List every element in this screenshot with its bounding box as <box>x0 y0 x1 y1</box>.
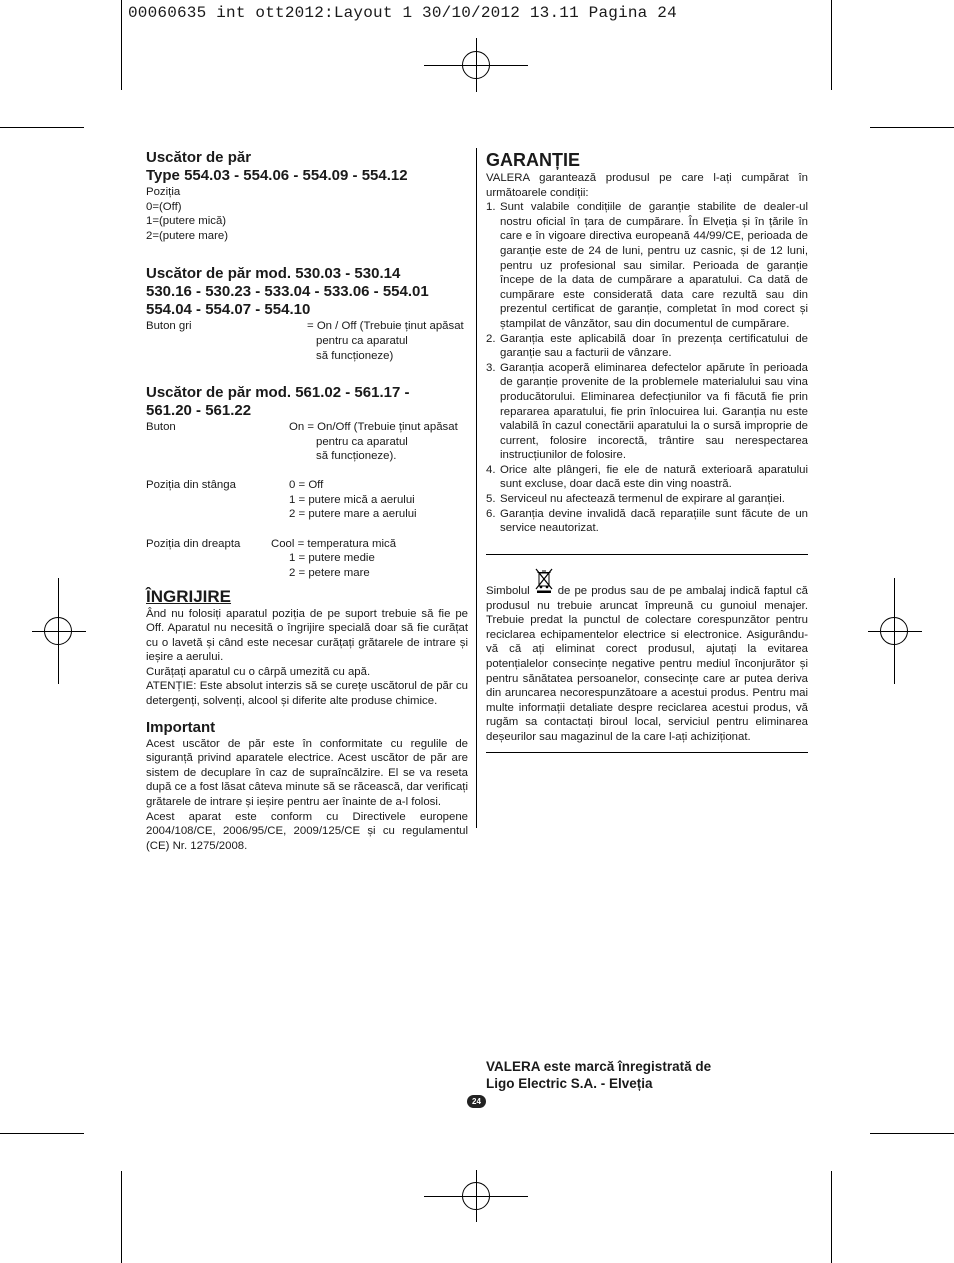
section-title: Uscător de păr mod. 530.03 - 530.14 <box>146 265 401 283</box>
paragraph: Acest aparat este conform cu Directivele europene 2004/108/CE, 2006/95/CE, 2009/125/CE și cu regulamentul (CE) Nr. 1275/2008. <box>146 810 468 852</box>
section-title: 530.16 - 530.23 - 533.04 - 533.06 - 554.01 <box>146 283 429 301</box>
crop-mark <box>121 0 122 90</box>
list-item: 4. Orice alte plângeri, fie ele de natură exterioară aparatului sunt excluse, doar dacă este din ving noastră. <box>486 463 808 491</box>
page-number-badge: 24 <box>467 1095 486 1108</box>
section-mod-561 <box>146 384 468 580</box>
trademark-footer: VALERA este marcă înregistrată de Ligo Electric S.A. - Elveția <box>486 1059 712 1091</box>
section-title: Type 554.03 - 554.06 - 554.09 - 554.12 <box>146 167 408 184</box>
crop-mark <box>870 127 954 128</box>
text-line: Poziția <box>146 186 181 198</box>
section-ingrijire <box>146 587 468 709</box>
text-line: 1=(putere mică) <box>146 215 227 228</box>
registration-circle <box>462 51 490 79</box>
text-line: 0=(Off) <box>146 200 182 213</box>
section-heading: Important <box>146 718 216 736</box>
paragraph: Curățați aparatul cu o cârpă umezită cu apă. <box>146 665 371 678</box>
text-line: 2=(putere mare) <box>146 229 228 242</box>
crossed-bin-icon <box>534 567 554 593</box>
section-title: Uscător de păr <box>146 149 252 166</box>
section-heading: GARANȚIE <box>486 150 580 170</box>
crop-mark <box>831 0 832 90</box>
list-item: 6. Garanția devine invalidă dacă reparațiile sunt făcute de un service neautorizat. <box>486 507 808 535</box>
paragraph: Acest uscător de păr este în conformitate cu regulile de siguranță privind aparatele electrice. Acest uscător de păr are sistem de decuplare în caz de supraîncălzire. El se va reseta după ce a fost lăsat câteva minute să se răcească, dar verificați grătarele de intrare și ieșire pentru aer înainte de a-l folosi. <box>146 737 468 809</box>
section-type-554 <box>146 149 468 243</box>
spec-value: 1 = putere medie <box>289 552 375 565</box>
column-divider <box>476 148 477 828</box>
section-title: Uscător de păr mod. 561.02 - 561.17 - <box>146 384 410 402</box>
registration-circle <box>462 1182 490 1210</box>
divider-line <box>486 554 808 555</box>
spec-label: Buton <box>146 421 176 434</box>
spec-value: 1 = putere mică a aerului <box>289 493 415 506</box>
right-column <box>486 149 808 536</box>
spec-value: 2 = petere mare <box>289 566 370 579</box>
spec-label: Poziția din stânga <box>146 478 236 491</box>
list-item: 2. Garanția este aplicabilă doar în prezența certificatului de garanție sau a facturii de vânzare. <box>486 332 808 360</box>
registration-circle <box>44 617 72 645</box>
spec-value: să funcționeze). <box>316 450 397 463</box>
paragraph: VALERA garantează produsul pe care l-ați cumpărat în următoarele condiții: <box>486 172 808 199</box>
crop-mark <box>0 127 84 128</box>
spec-label: Poziția din dreapta <box>146 537 241 550</box>
spec-value: On = On/Off (Trebuie ținut apăsat <box>289 421 458 434</box>
spec-label: Buton gri <box>146 320 192 333</box>
spec-value: 2 = putere mare a aerului <box>289 508 417 521</box>
crop-mark <box>121 1171 122 1263</box>
section-title: 561.20 - 561.22 <box>146 402 252 420</box>
weee-notice: Simbolul de pe produs sau de pe ambalaj indică faptul că produsul nu trebuie aruncat împreună cu gunoiul menajer. Trebuie predat la punctul de colectare corespunzător pentru reciclarea echipamentelor electrice si electronice. Asigurându-vă că ați eliminat corect produsul, ajutați la evitarea potențialelor consecințe negative pentru mediul înconjurător și pentru sănătatea persoanelor, consecințe care ar putea deriva din aruncarea necorespunzătoare a acestui produs. Pentru mai multe informații detaliate despre reciclarea acestui produs, vă rugăm sa contactați biroul local, serviciul pentru eliminarea deșeurilor sau magazinul de la care l-ați achiziționat. <box>486 584 808 745</box>
paragraph: Ând nu folosiți aparatul poziția de pe suport trebuie să fie pe Off. Aparatul nu necesită o îngrijire specială doar să fie curățat cu o lavetă și când este necesar curățați grătarele de intrare și ieșire a aerului. <box>146 607 468 664</box>
spec-value: = On / Off (Trebuie ținut apăsat <box>307 320 464 333</box>
list-item: 3. Garanția acoperă eliminarea defectelor apărute în perioada de garanție provenite de la problemele materialului sau vina producătorului. Eliminarea defecțiunilor va fi făcută fie prin repararea aparatului, fie prin înlocuirea lui. Garanția nu este valabilă în cazul conectării aparatului la o sursă improprie de current, folosire incorectă, trântire sau nerespectarea instrucțiunilor de folosire. <box>486 361 808 462</box>
registration-circle <box>880 617 908 645</box>
print-slug: 00060635 int ott2012:Layout 1 30/10/2012 13.11 Pagina 24 <box>128 4 677 22</box>
section-important <box>146 719 468 854</box>
warranty-list <box>486 200 808 536</box>
list-item: 5. Serviceul nu afectează termenul de expirare al garanției. <box>486 493 785 506</box>
section-title: 554.04 - 554.07 - 554.10 <box>146 301 311 319</box>
section-heading: ÎNGRIJIRE <box>146 586 232 606</box>
spec-value: Cool = temperatura mică <box>271 537 397 550</box>
spec-value: pentru ca aparatul <box>316 334 408 347</box>
left-column <box>146 149 468 853</box>
divider-line <box>486 752 808 753</box>
section-mod-530 <box>146 265 468 363</box>
spec-value: 0 = Off <box>289 478 324 491</box>
list-item: 1. Sunt valabile condițiile de garanție stabilite de dealer-ul nostru oficial în țara de cumpărare. În Elveția și în țările în care e în vigoare directiva europeană 44/99/CE, perioada de garanție este de 24 de luni, pentru uz casnic, și de 12 luni, pentru uz profesional sau similar. Perioada de garanție începe de la data de cumpărare a aparatului. Ca dată de cumpărare este considerată data care rezultă sau din prezentul certificat de garanție, completat în mod corect și ștampilat de vânzător, sau din documentul de cumpărare. <box>486 201 808 330</box>
crop-mark <box>831 1171 832 1263</box>
crop-mark <box>870 1133 954 1134</box>
paragraph: ATENȚIE: Este absolut interzis să se curețe uscătorul de păr cu detergenți, solvenți, alcool și diferite alte produse chimice. <box>146 680 468 708</box>
crop-mark <box>0 1133 84 1134</box>
spec-value: să funcționeze) <box>316 349 394 362</box>
spec-value: pentru ca aparatul <box>316 435 408 448</box>
